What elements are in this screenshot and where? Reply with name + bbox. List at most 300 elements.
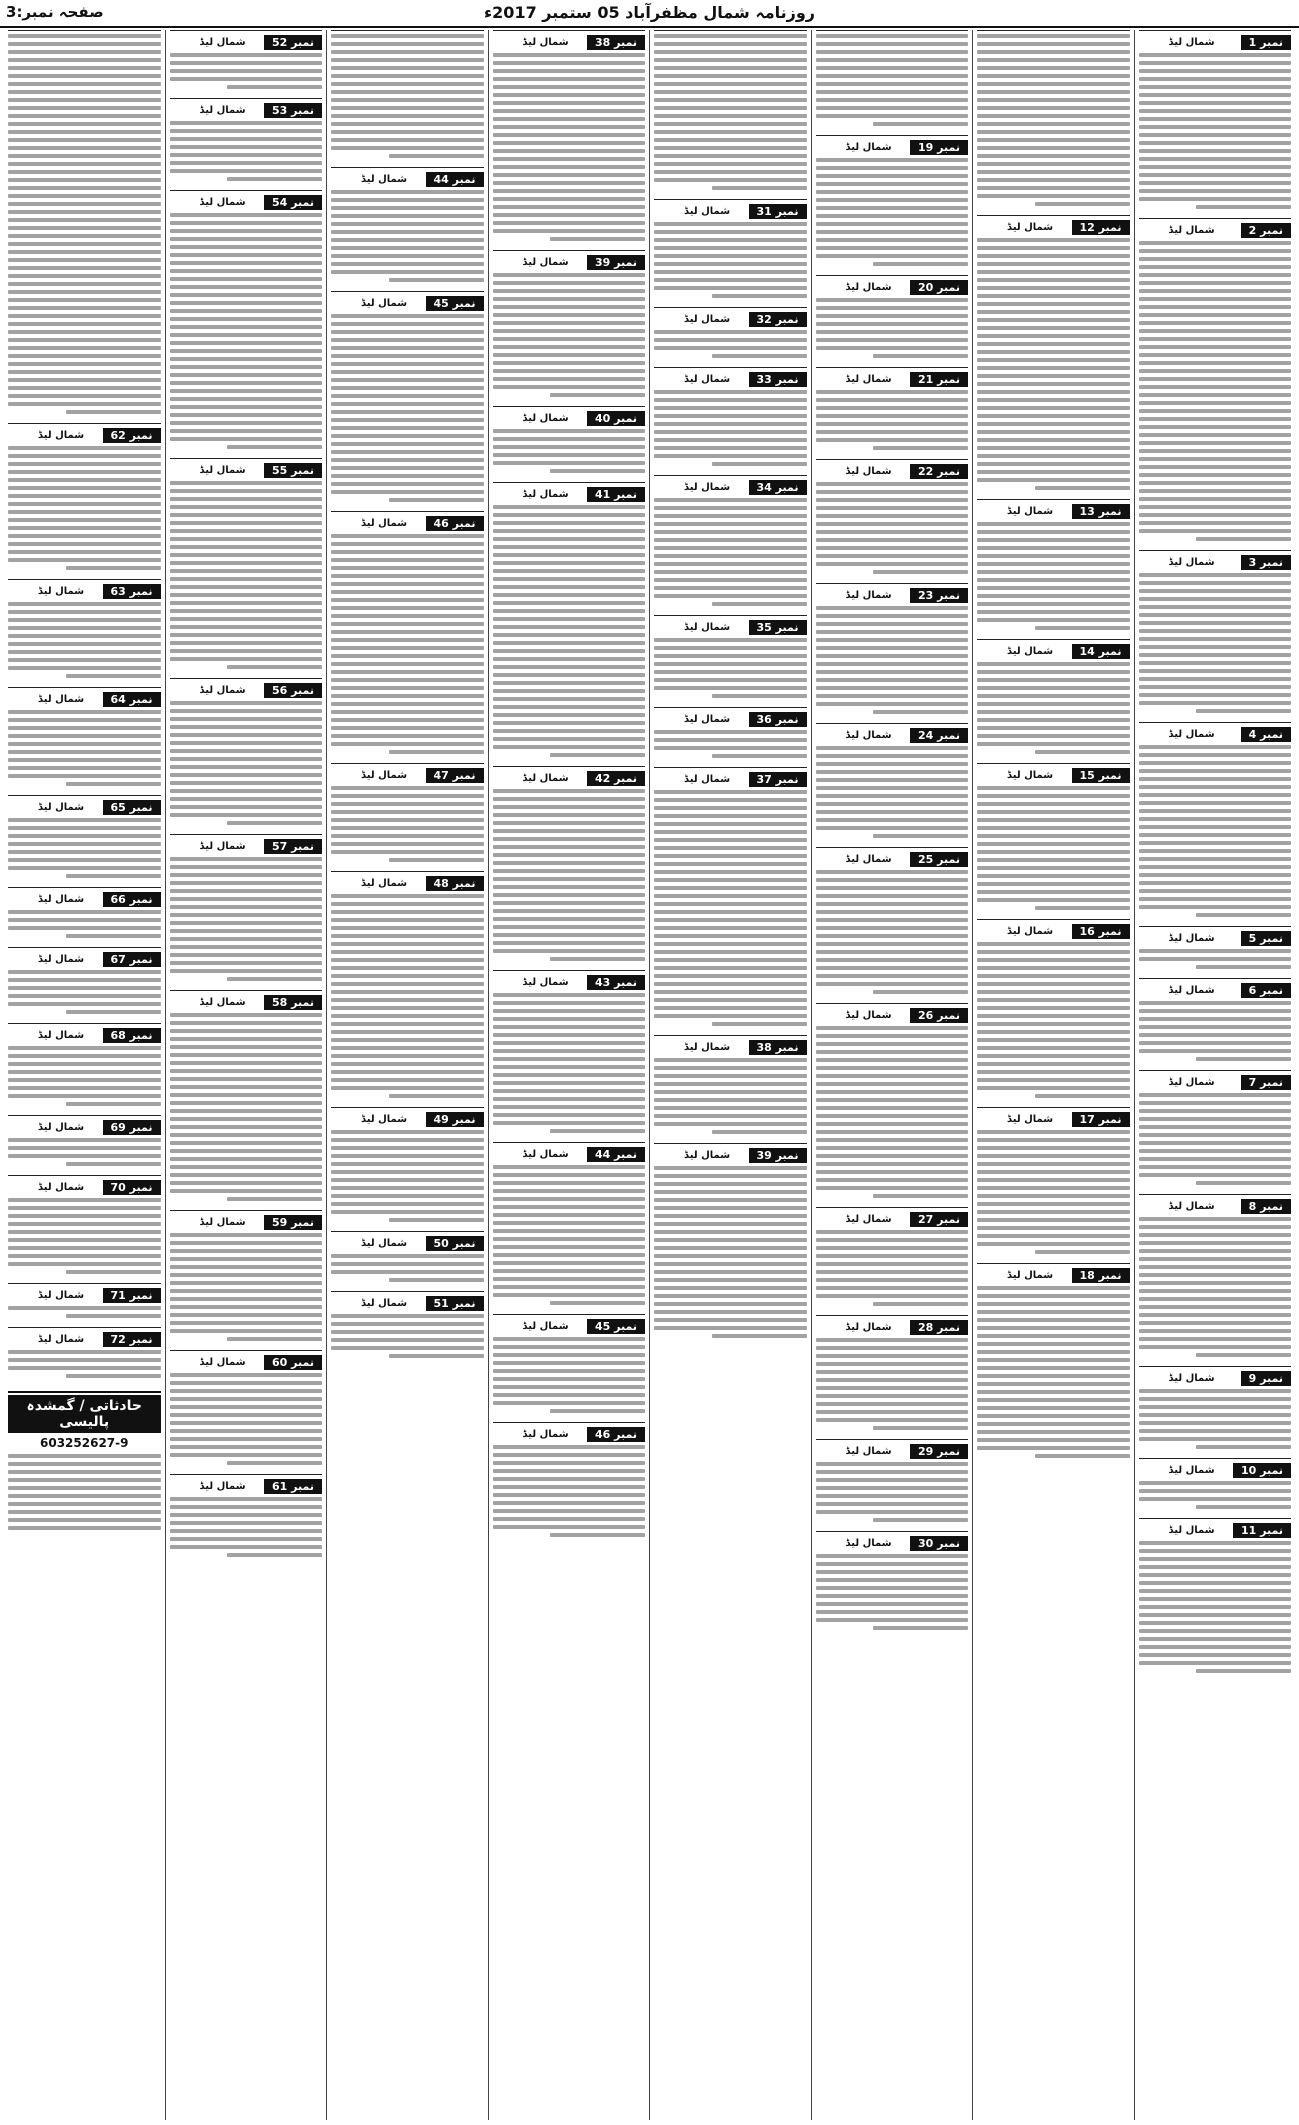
text-line (8, 758, 161, 762)
text-line (331, 442, 484, 446)
column-1 (1134, 30, 1296, 2120)
text-line (977, 874, 1130, 878)
text-line (1139, 1241, 1292, 1245)
text-line (1139, 1149, 1292, 1153)
notice-category-label: شمال لیڈ (38, 694, 85, 705)
classified-notice (816, 583, 969, 718)
text-line (1196, 1181, 1291, 1185)
notice-header (1139, 1074, 1292, 1091)
text-line (331, 990, 484, 994)
text-line (8, 354, 161, 358)
notice-category-label: شمال لیڈ (845, 282, 892, 293)
text-line (1139, 753, 1292, 757)
text-line (654, 990, 807, 994)
text-line (8, 610, 161, 614)
text-line (493, 461, 646, 465)
text-line (1139, 1265, 1292, 1269)
notice-header (170, 1478, 323, 1495)
notice-header (8, 427, 161, 444)
notice-text-block (1139, 949, 1292, 969)
text-line (331, 146, 484, 150)
text-line (1139, 385, 1292, 389)
text-line (170, 413, 323, 417)
notice-number-badge: نمبر 41 (587, 487, 645, 502)
text-line (977, 1130, 1130, 1134)
text-line (331, 678, 484, 682)
text-line (331, 1086, 484, 1090)
notice-text-block (1139, 573, 1292, 713)
notice-text-block (816, 158, 969, 266)
text-line (170, 221, 323, 225)
classified-notice (493, 250, 646, 401)
notice-text-block (170, 1497, 323, 1557)
text-line (8, 750, 161, 754)
text-line (8, 242, 161, 246)
text-line (712, 602, 807, 606)
text-line (170, 725, 323, 729)
notice-category-label: شمال لیڈ (522, 977, 569, 988)
notice-header (331, 875, 484, 892)
text-line (654, 838, 807, 842)
notice-category-label: شمال لیڈ (522, 1149, 569, 1160)
text-line (227, 1337, 322, 1341)
text-line (493, 601, 646, 605)
text-line (170, 1545, 323, 1549)
text-line (977, 122, 1130, 126)
notice-text-block (493, 993, 646, 1133)
notice-category-label: شمال لیڈ (199, 1357, 246, 1368)
notice-number-badge: نمبر 68 (103, 1028, 161, 1043)
text-line (331, 1170, 484, 1174)
classified-notice (1139, 722, 1292, 921)
text-line (8, 1510, 161, 1514)
text-line (493, 925, 646, 929)
text-line (389, 498, 484, 502)
text-line (170, 641, 323, 645)
text-line (1139, 481, 1292, 485)
text-line (654, 338, 807, 342)
text-line (977, 294, 1130, 298)
notice-number-badge: نمبر 70 (103, 1180, 161, 1195)
text-line (816, 826, 969, 830)
notice-header (170, 838, 323, 855)
text-line (816, 878, 969, 882)
text-line (170, 757, 323, 761)
text-line (1139, 1025, 1292, 1029)
classified-notice (977, 763, 1130, 914)
text-line (816, 1090, 969, 1094)
text-line (654, 1310, 807, 1314)
text-line (8, 1198, 161, 1202)
text-line (816, 106, 969, 110)
text-line (816, 330, 969, 334)
text-line (1139, 1565, 1292, 1569)
text-line (654, 506, 807, 510)
text-line (331, 950, 484, 954)
text-line (816, 1362, 969, 1366)
text-line (1139, 1489, 1292, 1493)
text-line (493, 1477, 646, 1481)
text-line (170, 765, 323, 769)
text-line (550, 1129, 645, 1133)
text-line (654, 878, 807, 882)
notice-header (654, 619, 807, 636)
text-line (8, 1254, 161, 1258)
notice-header (654, 203, 807, 220)
notice-header (493, 254, 646, 271)
text-line (1139, 817, 1292, 821)
notice-text-block (331, 894, 484, 1098)
notice-number-badge: نمبر 64 (103, 692, 161, 707)
text-line (331, 1202, 484, 1206)
text-line (816, 206, 969, 210)
text-line (816, 870, 969, 874)
notice-header (816, 463, 969, 480)
notice-category-label: شمال لیڈ (522, 37, 569, 48)
text-line (1139, 637, 1292, 641)
text-line (977, 966, 1130, 970)
text-line (1139, 1541, 1292, 1545)
notice-header (8, 891, 161, 908)
text-line (816, 958, 969, 962)
text-line (816, 98, 969, 102)
classified-notice (1139, 1070, 1292, 1189)
text-line (8, 58, 161, 62)
text-line (227, 665, 322, 669)
notice-text-block (8, 446, 161, 570)
text-line (8, 642, 161, 646)
classified-notice (977, 499, 1130, 634)
text-line (227, 177, 322, 181)
text-line (977, 1242, 1130, 1246)
notice-text-block (654, 390, 807, 466)
text-line (493, 1113, 646, 1117)
classified-notice (331, 763, 484, 866)
text-line (170, 733, 323, 737)
text-line (816, 1478, 969, 1482)
text-line (8, 1238, 161, 1242)
text-line (654, 1286, 807, 1290)
text-line (1139, 1321, 1292, 1325)
notice-category-label: شمال لیڈ (38, 1334, 85, 1345)
text-line (654, 570, 807, 574)
text-line (654, 846, 807, 850)
text-line (816, 322, 969, 326)
notice-header (816, 279, 969, 296)
classified-notice (493, 30, 646, 245)
text-line (977, 382, 1130, 386)
text-line (493, 1213, 646, 1217)
text-line (1139, 1133, 1292, 1137)
text-line (816, 490, 969, 494)
text-line (977, 586, 1130, 590)
text-line (493, 513, 646, 517)
text-line (712, 462, 807, 466)
text-line (654, 738, 807, 742)
text-line (654, 678, 807, 682)
text-line (977, 866, 1130, 870)
text-line (654, 562, 807, 566)
text-line (977, 58, 1130, 62)
text-line (816, 158, 969, 162)
text-line (654, 798, 807, 802)
notice-number-badge: نمبر 34 (749, 480, 807, 495)
text-line (8, 1062, 161, 1066)
text-line (977, 366, 1130, 370)
text-line (66, 934, 161, 938)
notice-number-badge: نمبر 27 (910, 1212, 968, 1227)
text-line (873, 1194, 968, 1198)
text-line (816, 414, 969, 418)
policy-title: حادثاتی / گمشدہ پالیسی (8, 1395, 161, 1433)
text-line (1139, 1557, 1292, 1561)
text-line (493, 1033, 646, 1037)
notice-number-badge: نمبر 30 (910, 1536, 968, 1551)
text-line (654, 790, 807, 794)
classified-notice (816, 367, 969, 454)
text-line (170, 969, 323, 973)
text-line (170, 1373, 323, 1377)
text-line (170, 545, 323, 549)
text-line (816, 606, 969, 610)
text-line (8, 1086, 161, 1090)
text-line (170, 609, 323, 613)
text-line (654, 1238, 807, 1242)
notice-header (493, 1146, 646, 1163)
text-line (977, 546, 1130, 550)
text-line (8, 1262, 161, 1266)
text-line (816, 1262, 969, 1266)
notice-header (816, 1443, 969, 1460)
text-line (977, 138, 1130, 142)
text-line (977, 1186, 1130, 1190)
notice-text-block (977, 522, 1130, 630)
text-line (1139, 605, 1292, 609)
text-line (493, 1041, 646, 1045)
text-line (816, 778, 969, 782)
classified-notice (331, 1107, 484, 1226)
notice-header (170, 462, 323, 479)
notice-text-block (331, 34, 484, 158)
text-line (1139, 841, 1292, 845)
text-line (1196, 1505, 1291, 1509)
notice-header (331, 295, 484, 312)
text-line (816, 74, 969, 78)
text-line (331, 418, 484, 422)
notice-header (654, 1147, 807, 1164)
text-line (816, 1410, 969, 1414)
text-line (1035, 1454, 1130, 1458)
text-line (816, 926, 969, 930)
text-line (1139, 1429, 1292, 1433)
notice-number-badge: نمبر 38 (587, 35, 645, 50)
notice-category-label: شمال لیڈ (522, 257, 569, 268)
page-number-label: صفحہ نمبر:3 (6, 3, 104, 21)
text-line (816, 686, 969, 690)
text-line (331, 894, 484, 898)
text-line (8, 626, 161, 630)
text-line (977, 1438, 1130, 1442)
text-line (331, 630, 484, 634)
notice-header (816, 371, 969, 388)
text-line (170, 1521, 323, 1525)
text-line (227, 821, 322, 825)
notice-text-block (8, 1138, 161, 1166)
text-line (1139, 1645, 1292, 1649)
text-line (1139, 53, 1292, 57)
notice-number-badge: نمبر 47 (426, 768, 484, 783)
notice-category-label: شمال لیڈ (522, 1321, 569, 1332)
text-line (331, 1062, 484, 1066)
text-line (1139, 457, 1292, 461)
text-line (654, 1262, 807, 1266)
classified-notice (8, 1283, 161, 1322)
text-line (1139, 141, 1292, 145)
classified-notice (977, 215, 1130, 494)
text-line (654, 98, 807, 102)
text-line (1139, 1421, 1292, 1425)
text-line (977, 958, 1130, 962)
text-line (8, 98, 161, 102)
text-line (331, 742, 484, 746)
text-line (816, 174, 969, 178)
text-line (816, 1562, 969, 1566)
text-line (493, 1097, 646, 1101)
text-line (493, 1525, 646, 1529)
notice-text-block (331, 786, 484, 862)
text-line (389, 278, 484, 282)
text-line (1035, 906, 1130, 910)
text-line (977, 106, 1130, 110)
text-line (1139, 313, 1292, 317)
text-line (8, 1246, 161, 1250)
text-line (1139, 1345, 1292, 1349)
text-line (493, 893, 646, 897)
classified-notice (654, 615, 807, 702)
notice-header (1139, 222, 1292, 239)
text-line (8, 470, 161, 474)
text-line (1139, 441, 1292, 445)
text-line (654, 586, 807, 590)
notice-number-badge: نمبر 35 (749, 620, 807, 635)
classified-notice (8, 687, 161, 790)
text-line (550, 957, 645, 961)
text-line (493, 721, 646, 725)
text-line (816, 810, 969, 814)
text-line (654, 270, 807, 274)
text-line (977, 1318, 1130, 1322)
text-line (8, 154, 161, 158)
text-line (8, 226, 161, 230)
text-line (816, 1034, 969, 1038)
notice-header (170, 682, 323, 699)
text-line (1139, 165, 1292, 169)
classified-notice (331, 871, 484, 1102)
text-line (816, 702, 969, 706)
notice-category-label: شمال لیڈ (38, 1030, 85, 1041)
text-line (977, 898, 1130, 902)
text-line (654, 886, 807, 890)
text-line (8, 486, 161, 490)
text-line (977, 1326, 1130, 1330)
text-line (493, 337, 646, 341)
text-line (654, 406, 807, 410)
classified-columns (4, 30, 1295, 2120)
notice-number-badge: نمبر 67 (103, 952, 161, 967)
text-line (654, 50, 807, 54)
text-line (816, 654, 969, 658)
notice-number-badge: نمبر 29 (910, 1444, 968, 1459)
text-line (8, 402, 161, 406)
text-line (493, 633, 646, 637)
text-line (816, 1026, 969, 1030)
text-line (816, 1594, 969, 1598)
text-line (493, 1237, 646, 1241)
notice-text-block (1139, 1217, 1292, 1357)
text-line (977, 74, 1130, 78)
text-line (493, 949, 646, 953)
text-line (1139, 181, 1292, 185)
classified-notice (816, 275, 969, 362)
text-line (977, 858, 1130, 862)
notice-header (170, 1214, 323, 1231)
notice-text-block (8, 1350, 161, 1378)
text-line (977, 318, 1130, 322)
text-line (170, 513, 323, 517)
text-line (170, 913, 323, 917)
text-line (170, 1453, 323, 1457)
text-line (493, 1057, 646, 1061)
notice-category-label: شمال لیڈ (522, 1429, 569, 1440)
notice-category-label: شمال لیڈ (199, 105, 246, 116)
text-line (493, 561, 646, 565)
notice-number-badge: نمبر 58 (264, 995, 322, 1010)
text-line (816, 982, 969, 986)
text-line (331, 330, 484, 334)
text-line (170, 505, 323, 509)
text-line (654, 686, 807, 690)
text-line (977, 1234, 1130, 1238)
text-line (8, 298, 161, 302)
text-line (331, 902, 484, 906)
notice-text-block (816, 870, 969, 994)
text-line (654, 1082, 807, 1086)
notice-number-badge: نمبر 24 (910, 728, 968, 743)
text-line (654, 1190, 807, 1194)
notice-number-badge: نمبر 38 (749, 1040, 807, 1055)
notice-category-label: شمال لیڈ (684, 1042, 731, 1053)
text-line (493, 1485, 646, 1489)
text-line (170, 953, 323, 957)
text-line (977, 1138, 1130, 1142)
text-line (1139, 1497, 1292, 1501)
text-line (227, 1461, 322, 1465)
text-line (170, 429, 323, 433)
text-line (654, 1222, 807, 1226)
notice-category-label: شمال لیڈ (684, 482, 731, 493)
text-line (977, 522, 1130, 526)
text-line (977, 602, 1130, 606)
notice-header (8, 1119, 161, 1136)
text-line (170, 1289, 323, 1293)
text-line (816, 762, 969, 766)
text-line (170, 357, 323, 361)
text-line (8, 710, 161, 714)
text-line (1139, 1141, 1292, 1145)
text-line (493, 617, 646, 621)
notice-header (977, 1267, 1130, 1284)
text-line (977, 1350, 1130, 1354)
